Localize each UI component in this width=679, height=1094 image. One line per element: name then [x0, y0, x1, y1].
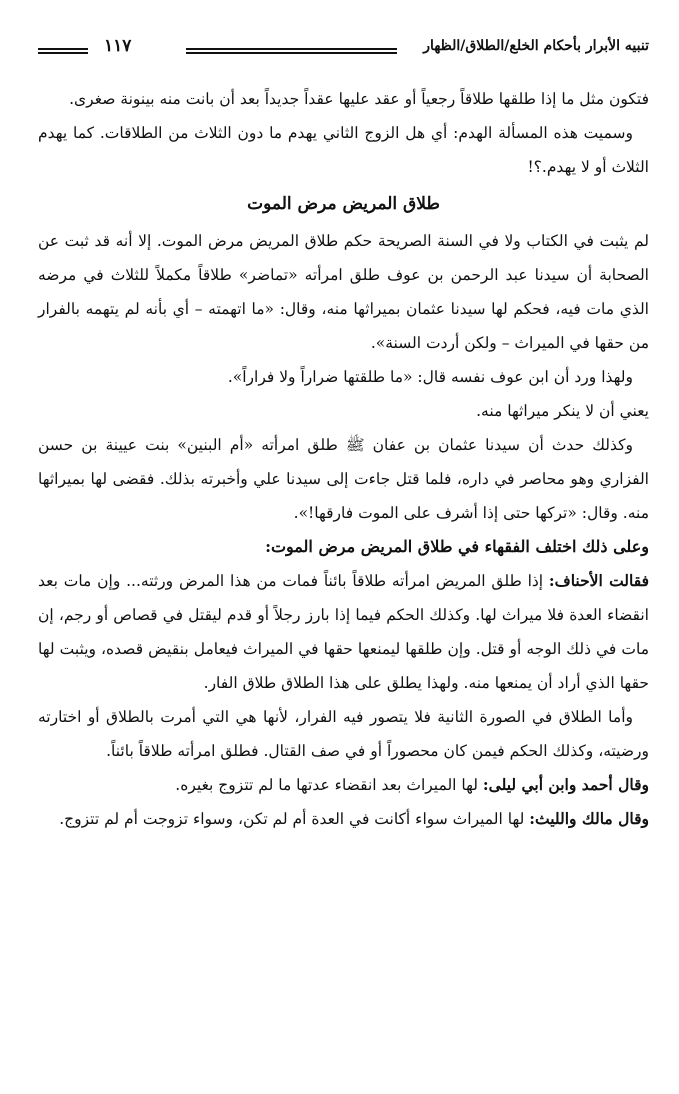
paragraph: يعني أن لا ينكر ميراثها منه.: [476, 402, 649, 420]
paragraph: وكذلك حدث أن سيدنا عثمان بن عفان ﷺ طلق امرأته «أم البنين» بنت عيينة بن حسن الفزاري وهو محاصر في داره، فلما قتل جاءت إلى سيدنا علي وأخبرته بذلك. فقضى لها بميراثها منه. وقال: «تركها حتى إذا أشرف على الموت فارقها!».: [38, 436, 649, 522]
paragraph-text: لها الميراث سواء أكانت في العدة أم لم تكن، وسواء تزوجت أم لم تتزوج.: [59, 810, 530, 828]
school-label: وقال مالك والليث:: [529, 809, 649, 828]
running-title: تنبيه الأبرار بأحكام الخلع/الطلاق/الظهار: [423, 38, 649, 54]
section-heading: طلاق المريض مرض الموت: [247, 194, 440, 214]
school-label: وقال أحمد وابن أبي ليلى:: [482, 775, 649, 794]
paragraph: وأما الطلاق في الصورة الثانية فلا يتصور فيه الفرار، لأنها هي التي أمرت بالطلاق أو اختارته ورضيته، وكذلك الحكم فيمن كان محصوراً أو في صف القتال. فطلق امرأته طلاقاً بائناً.: [38, 708, 649, 760]
paragraph: [38, 768, 649, 802]
subheading: وعلى ذلك اختلف الفقهاء في طلاق المريض مرض الموت:: [265, 537, 649, 556]
page-number: ١١٧: [104, 36, 132, 56]
paragraph-text: إذا طلق المريض امرأته طلاقاً بائناً فمات من هذا المرض ورثته... وإن مات بعد انقضاء العدة فلا ميراث لها. وكذلك الحكم فيما إذا بارز رجلاً أو قدم ليقتل في قصاص أو رجم، إن مات في ذلك الوجه أو قتل. وإن طلقها ليمنعها حقها في الميراث فيعامل بنقيض قصده، ويثبت لها حقها الذي أراد أن يمنعها منه. ولهذا يطلق على هذا الطلاق طلاق الفار.: [38, 572, 649, 692]
paragraph: فتكون مثل ما إذا طلقها طلاقاً رجعياً أو عقد عليها عقداً جديداً بعد أن بانت منه بينونة صغرى.: [69, 90, 649, 108]
paragraph: [38, 802, 649, 836]
paragraph: ولهذا ورد أن ابن عوف نفسه قال: «ما طلقتها ضراراً ولا فراراً».: [227, 368, 633, 386]
running-header: [38, 34, 649, 68]
header-rule-short: [38, 48, 88, 54]
paragraph: وسميت هذه المسألة الهدم: أي هل الزوج الثاني يهدم ما دون الثلاث من الطلاقات. كما يهدم الثلاث أو لا يهدم.؟!: [38, 124, 649, 176]
book-page: [38, 34, 649, 836]
paragraph: [38, 564, 649, 700]
header-rule: [186, 48, 397, 54]
paragraph: لم يثبت في الكتاب ولا في السنة الصريحة حكم طلاق المريض مرض الموت. إلا أنه قد ثبت عن الصحابة أن سيدنا عبد الرحمن بن عوف طلق امرأته «تماضر» طلاقاً مكملاً للثلاث في مرضه الذي مات فيه، فحكم لها سيدنا عثمان بميراثها منه، وقال: «ما اتهمته – أي بأنه لم يتهمه بالفرار من حقها في الميراث – ولكن أردت السنة».: [38, 232, 649, 352]
paragraph-text: لها الميراث بعد انقضاء عدتها ما لم تتزوج بغيره.: [175, 776, 483, 794]
school-label: فقالت الأحناف:: [548, 571, 650, 590]
